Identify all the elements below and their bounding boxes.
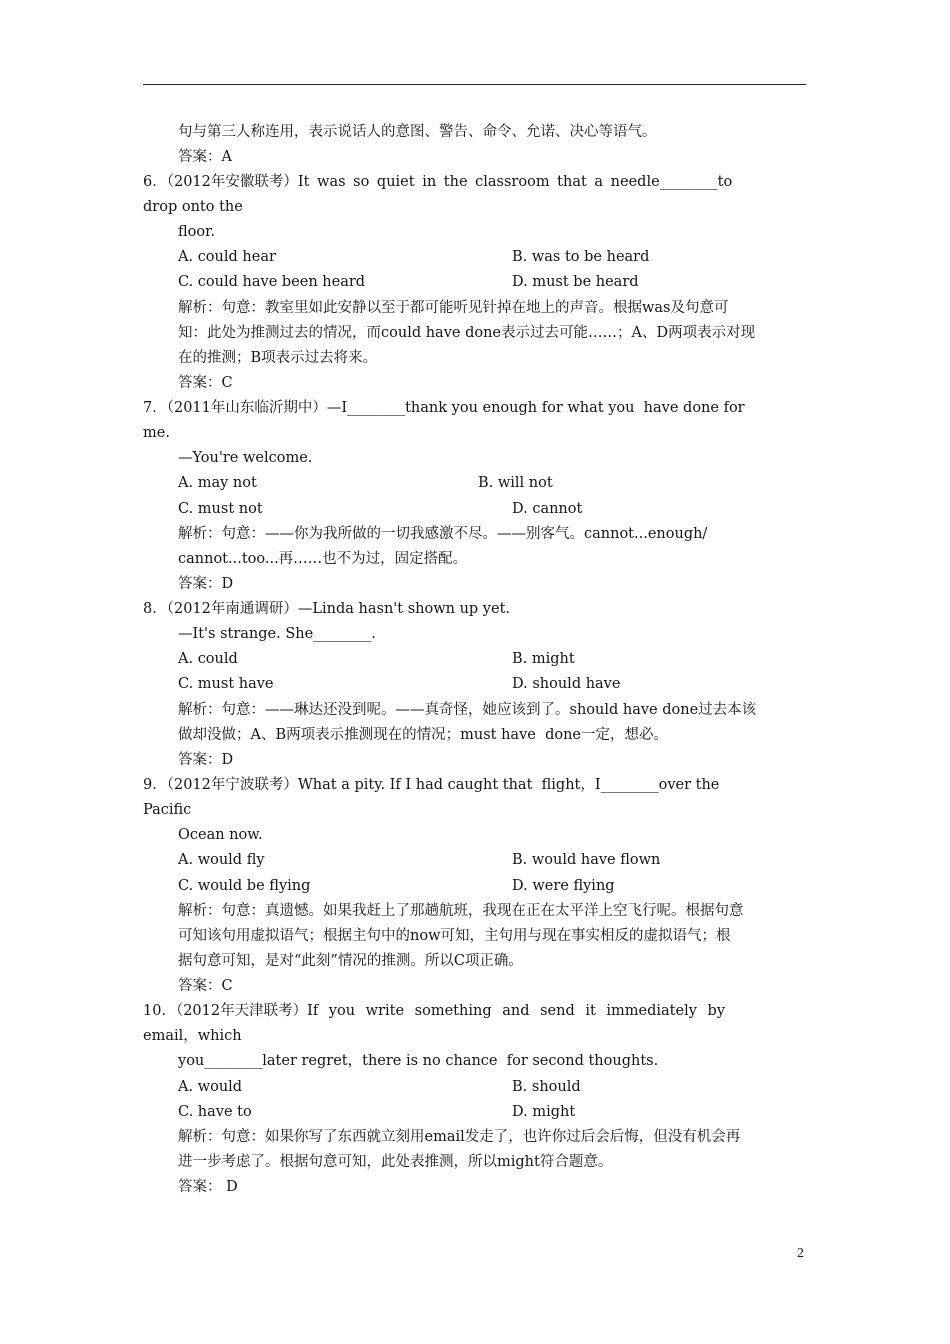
q8-option-c: C. must have xyxy=(178,676,274,692)
q7-analysis-line-1: 解析：句意：——你为我所做的一切我感激不尽。——别客气。cannot...enough/ xyxy=(178,526,708,542)
q6-stem-line-1: 6．（2012年安徽联考）It was so quiet in the classroom that a needle________to xyxy=(143,174,733,190)
q7-stem-line-3: —You're welcome. xyxy=(178,450,313,466)
q8-option-b: B. might xyxy=(512,651,575,667)
q10-answer: 答案： D xyxy=(178,1179,238,1195)
q8-answer: 答案：D xyxy=(178,752,234,768)
q9-stem-line-2: Pacific xyxy=(143,802,192,818)
q9-option-c: C. would be flying xyxy=(178,878,311,894)
q6-analysis-line-1: 解析：句意：教室里如此安静以至于都可能听见针掉在地上的声音。根据was及句意可 xyxy=(178,300,729,316)
q6-option-d: D. must be heard xyxy=(512,274,639,290)
q9-option-b: B. would have flown xyxy=(512,852,661,868)
q9-analysis-line-2: 可知该句用虚拟语气；根据主句中的now可知，主句用与现在事实相反的虚拟语气；根 xyxy=(178,928,731,944)
q10-analysis-line-2: 进一步考虑了。根据句意可知，此处表推测，所以might符合题意。 xyxy=(178,1154,613,1170)
q6-answer: 答案：C xyxy=(178,375,233,391)
q6-stem-line-3: floor. xyxy=(178,224,216,240)
q8-option-a: A. could xyxy=(178,651,238,667)
q7-option-a: A. may not xyxy=(178,475,257,491)
q10-option-a: A. would xyxy=(178,1079,243,1095)
q6-option-c: C. could have been heard xyxy=(178,274,366,290)
q6-analysis-line-2: 知：此处为推测过去的情况，而could have done表示过去可能……；A、D两项表示对现 xyxy=(178,325,756,341)
q8-analysis-line-2: 做却没做；A、B两项表示推测现在的情况；must have done一定，想必。 xyxy=(178,727,668,743)
q7-answer: 答案：D xyxy=(178,576,234,592)
q9-analysis-line-3: 据句意可知，是对“此刻”情况的推测。所以C项正确。 xyxy=(178,953,523,969)
q9-analysis-line-1: 解析：句意：真遗憾。如果我赶上了那趟航班，我现在正在太平洋上空飞行呢。根据句意 xyxy=(178,903,744,919)
q6-option-a: A. could hear xyxy=(178,249,276,265)
q7-analysis-line-2: cannot...too...再……也不为过，固定搭配。 xyxy=(178,551,468,567)
q9-answer: 答案：C xyxy=(178,978,233,994)
q10-stem-line-1: 10．（2012年天津联考）If you write something and send it immediately by xyxy=(143,1003,726,1019)
q7-option-b: B. will not xyxy=(478,475,553,491)
q9-option-d: D. were flying xyxy=(512,878,615,894)
page-number: 2 xyxy=(797,1246,804,1261)
q8-stem-line-1: 8．（2012年南通调研）—Linda hasn't shown up yet. xyxy=(143,601,511,617)
q7-option-d: D. cannot xyxy=(512,501,583,517)
q7-stem-line-2: me. xyxy=(143,425,170,441)
q10-option-d: D. might xyxy=(512,1104,576,1120)
q8-option-d: D. should have xyxy=(512,676,621,692)
q6-option-b: B. was to be heard xyxy=(512,249,650,265)
q9-stem-line-1: 9．（2012年宁波联考）What a pity. If I had caught that flight，I________over the xyxy=(143,777,720,793)
intro-answer: 答案：A xyxy=(178,149,232,165)
q6-analysis-line-3: 在的推测；B项表示过去将来。 xyxy=(178,350,378,366)
q8-stem-line-2: —It's strange. She________. xyxy=(178,626,376,642)
intro-line: 句与第三人称连用，表示说话人的意图、警告、命令、允诺、决心等语气。 xyxy=(178,124,657,140)
q7-option-c: C. must not xyxy=(178,501,263,517)
q10-analysis-line-1: 解析：句意：如果你写了东西就立刻用email发走了，也许你过后会后悔，但没有机会再 xyxy=(178,1129,741,1145)
q10-option-b: B. should xyxy=(512,1079,581,1095)
q7-stem-line-1: 7．（2011年山东临沂期中）—I________thank you enough for what you have done for xyxy=(143,400,745,416)
q6-stem-line-2: drop onto the xyxy=(143,199,243,215)
q10-stem-line-2: email，which xyxy=(143,1028,242,1044)
q10-option-c: C. have to xyxy=(178,1104,252,1120)
q9-option-a: A. would fly xyxy=(178,852,265,868)
header-rule xyxy=(143,84,806,85)
q10-stem-line-3: you________later regret，there is no chance for second thoughts. xyxy=(178,1053,659,1069)
q9-stem-line-3: Ocean now. xyxy=(178,827,263,843)
q8-analysis-line-1: 解析：句意：——琳达还没到呢。——真奇怪，她应该到了。should have done过去本该 xyxy=(178,702,757,718)
